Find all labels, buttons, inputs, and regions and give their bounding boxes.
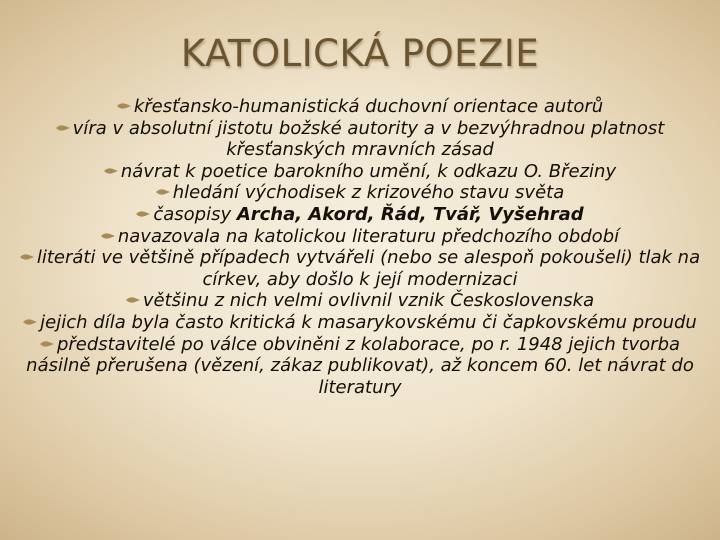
bullet-item (14, 226, 706, 248)
leaf-arrow-icon (101, 232, 115, 240)
bullet-text: hledání východisek z krizového stavu světa (172, 182, 565, 204)
journal-names: Archa, Akord, Řád, Tvář, Vyšehrad (236, 203, 584, 225)
leaf-arrow-icon (156, 188, 170, 196)
bullet-item (14, 182, 706, 204)
bullet-item (14, 334, 706, 399)
leaf-arrow-icon (136, 210, 150, 218)
bullet-item (14, 96, 706, 118)
leaf-arrow-icon (23, 318, 37, 326)
leaf-arrow-icon (104, 167, 118, 175)
bullet-item (14, 204, 706, 226)
bullet-text: navazovala na katolickou literaturu předchozího období (117, 225, 620, 247)
bullet-text: křesťansko-humanistická duchovní orientace autorů (133, 96, 604, 117)
leaf-arrow-icon (56, 124, 70, 132)
leaf-arrow-icon (20, 253, 34, 261)
bullet-text: návrat k poetice barokního umění, k odkazu O. Březiny (120, 160, 617, 182)
leaf-arrow-icon (117, 102, 131, 110)
leaf-arrow-icon (126, 296, 140, 304)
bullet-item (14, 247, 706, 290)
bullet-item (14, 161, 706, 183)
bullet-text: literáti ve většině případech vytvářeli (nebo se alespoň pokoušeli) tlak na církev, aby došlo k její modernizaci (36, 247, 701, 290)
bullet-text: většinu z nich velmi ovlivnil vznik Československa (142, 290, 595, 312)
bullet-text: víra v absolutní jistotu božské autority a v bezvýhradnou platnost křesťanských mravních zásad (72, 117, 665, 161)
bullet-text: časopisy (153, 203, 237, 225)
bullet-item (14, 290, 706, 312)
bullet-text: jejich díla byla často kritická k masarykovskému či čapkovskému proudu (40, 311, 697, 333)
bullet-text: představitelé po válce obviněni z kolaborace, po r. 1948 jejich tvorba násilně přerušena (vězení, zákaz publikovat), až koncem 60. let návrat do literatury (26, 333, 694, 398)
bullet-list (14, 96, 706, 398)
leaf-arrow-icon (40, 340, 54, 348)
slide-title: KATOLICKÁ POEZIE (180, 32, 540, 75)
bullet-item (14, 312, 706, 334)
bullet-item (14, 118, 706, 161)
